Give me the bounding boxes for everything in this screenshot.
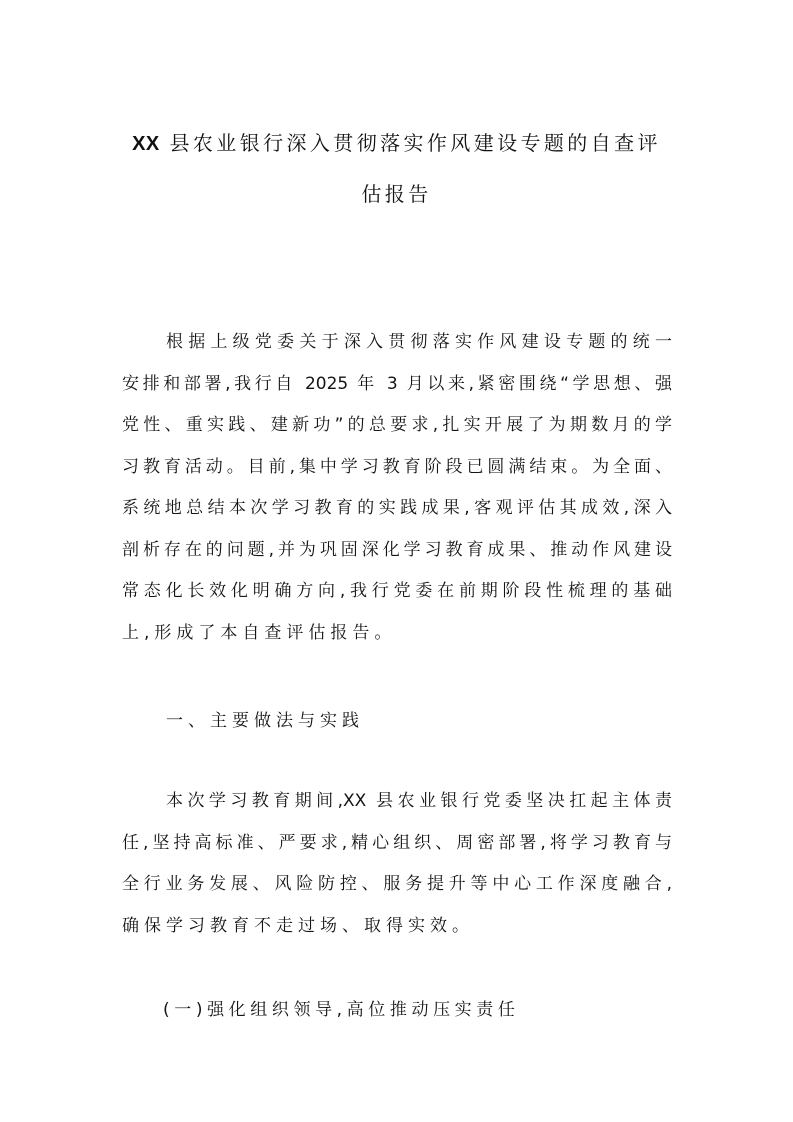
document-title (0, 118, 793, 219)
subsection-heading-1 (122, 990, 672, 1032)
paragraph-line: 本次学习教育期间,XX 县农业银行党委坚决扛起主体责 (166, 791, 672, 811)
paragraph-line: 常态化长效化明确方向,我行党委在前期阶段性梳理的基础 (122, 581, 672, 601)
paragraph-line: 党性、重实践、建新功”的总要求,扎实开展了为期数月的学 (122, 415, 672, 435)
subsection-heading-text: (一)强化组织领导,高位推动压实责任 (163, 1000, 520, 1020)
section-heading-text: 一、主要做法与实践 (166, 711, 364, 731)
paragraph-line: 根据上级党委关于深入贯彻落实作风建设专题的统一 (166, 332, 672, 352)
paragraph-line: 全行业务发展、风险防控、服务提升等中心工作深度融合, (122, 874, 672, 894)
intro-paragraph (122, 322, 672, 654)
paragraph-line: 剖析存在的问题,并为巩固深化学习教育成果、推动作风建设 (122, 539, 672, 560)
paragraph-line: 习教育活动。目前,集中学习教育阶段已圆满结束。为全面、 (122, 456, 672, 477)
practice-paragraph (122, 781, 672, 947)
section-heading-1 (122, 701, 672, 743)
title-line-1-text: 县农业银行深入贯彻落实作风建设专题的自查评 (159, 131, 661, 155)
paragraph-line: 系统地总结本次学习教育的实践成果,客观评估其成效,深入 (122, 498, 672, 518)
paragraph-line: 确保学习教育不走过场、取得实效。 (122, 915, 474, 936)
paragraph-line: 任,坚持高标准、严要求,精心组织、周密部署,将学习教育与 (122, 832, 672, 853)
title-bold-prefix: XX (132, 133, 160, 155)
paragraph-line: 安排和部署,我行自 2025 年 3 月以来,紧密围绕“学思想、强 (122, 373, 672, 394)
title-line-1 (0, 118, 793, 169)
paragraph-line: 上,形成了本自查评估报告。 (122, 622, 397, 643)
title-line-2: 估报告 (361, 182, 432, 206)
